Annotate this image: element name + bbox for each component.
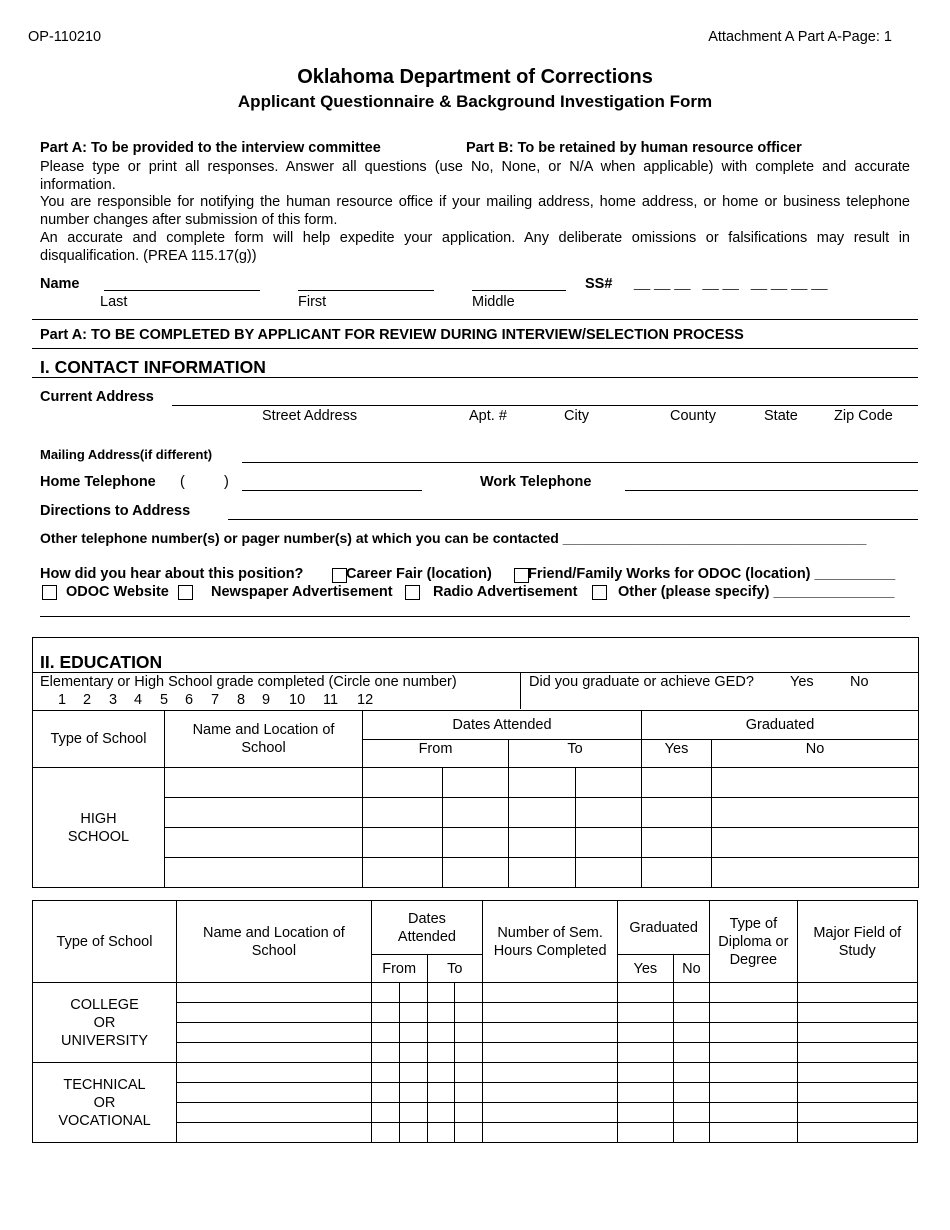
divider: [32, 672, 919, 673]
col-cell[interactable]: [455, 1063, 483, 1083]
part-a-note: Part A: To be provided to the interview committee: [40, 140, 381, 156]
col-cell[interactable]: [177, 983, 372, 1003]
col-cell[interactable]: [618, 1103, 673, 1123]
grade-8[interactable]: 8: [237, 692, 246, 708]
technical-row-label: TECHNICAL OR VOCATIONAL: [33, 1063, 177, 1143]
hs-name-header: Name and Location of School: [165, 711, 363, 768]
col-cell[interactable]: [483, 1023, 618, 1043]
other-telephone-label: Other telephone number(s) or pager number(s) at which you can be contacted _______________________________________: [40, 530, 867, 546]
other-source-label: Other (please specify) _______________: [618, 584, 895, 600]
ged-no-option[interactable]: No: [850, 674, 869, 690]
hs-from-header: From: [363, 740, 509, 768]
col-cell[interactable]: [177, 1083, 372, 1103]
home-telephone-label: Home Telephone: [40, 474, 156, 490]
mailing-address-field[interactable]: [242, 462, 918, 463]
hs-cell[interactable]: [712, 768, 919, 798]
col-cell[interactable]: [455, 1083, 483, 1103]
ged-yes-option[interactable]: Yes: [790, 674, 814, 690]
col-name-header: Name and Location of School: [177, 901, 372, 983]
col-no-header: No: [673, 955, 710, 983]
col-cell[interactable]: [673, 1063, 710, 1083]
col-from-header: From: [371, 955, 427, 983]
col-cell[interactable]: [483, 1083, 618, 1103]
col-cell[interactable]: [371, 1023, 399, 1043]
attachment-label: Attachment A Part A-Page: 1: [708, 29, 892, 45]
mailing-address-label: Mailing Address(if different): [40, 447, 213, 462]
col-cell[interactable]: [427, 1123, 455, 1143]
col-cell[interactable]: [710, 983, 797, 1003]
hs-cell[interactable]: [363, 798, 443, 828]
grade-9[interactable]: 9: [262, 692, 271, 708]
col-cell[interactable]: [710, 1043, 797, 1063]
part-a-banner: Part A: TO BE COMPLETED BY APPLICANT FOR REVIEW DURING INTERVIEW/SELECTION PROCESS: [40, 327, 744, 343]
newspaper-checkbox[interactable]: [178, 585, 193, 600]
col-cell[interactable]: [797, 983, 918, 1003]
grade-4[interactable]: 4: [134, 692, 143, 708]
last-name-field[interactable]: [104, 290, 260, 291]
col-cell[interactable]: [399, 1043, 427, 1063]
hs-cell[interactable]: [443, 828, 509, 858]
divider: [32, 348, 918, 349]
col-type-header: Type of School: [33, 901, 177, 983]
col-cell[interactable]: [177, 1043, 372, 1063]
grade-10[interactable]: 10: [289, 692, 306, 708]
county-caption: County: [670, 408, 716, 424]
middle-name-field[interactable]: [472, 290, 566, 291]
hs-cell[interactable]: [509, 768, 576, 798]
hs-cell[interactable]: [642, 858, 712, 888]
col-cell[interactable]: [483, 983, 618, 1003]
hs-cell[interactable]: [712, 798, 919, 828]
hs-cell[interactable]: [363, 768, 443, 798]
col-cell[interactable]: [797, 1083, 918, 1103]
col-cell[interactable]: [399, 1003, 427, 1023]
hs-cell[interactable]: [443, 798, 509, 828]
hs-graduated-header: Graduated: [642, 711, 919, 740]
odoc-website-label: ODOC Website: [66, 584, 169, 600]
hs-cell[interactable]: [443, 768, 509, 798]
col-cell[interactable]: [371, 1123, 399, 1143]
grade-1[interactable]: 1: [58, 692, 67, 708]
page-subtitle: Applicant Questionnaire & Background Investigation Form: [237, 92, 713, 111]
hs-cell[interactable]: [576, 828, 642, 858]
current-address-label: Current Address: [40, 389, 154, 405]
other-source-checkbox[interactable]: [592, 585, 607, 600]
col-cell[interactable]: [455, 983, 483, 1003]
col-cell[interactable]: [371, 1043, 399, 1063]
zip-caption: Zip Code: [834, 408, 893, 424]
hs-cell[interactable]: [712, 828, 919, 858]
hs-cell[interactable]: [165, 828, 363, 858]
col-cell[interactable]: [371, 983, 399, 1003]
hs-cell[interactable]: [165, 798, 363, 828]
hs-cell[interactable]: [165, 768, 363, 798]
col-cell[interactable]: [427, 1063, 455, 1083]
hear-extra-line[interactable]: [40, 616, 910, 617]
middle-caption: Middle: [472, 294, 515, 310]
col-cell[interactable]: [455, 1123, 483, 1143]
col-cell[interactable]: [618, 1123, 673, 1143]
col-cell[interactable]: [797, 1123, 918, 1143]
col-cell[interactable]: [177, 1003, 372, 1023]
hs-cell[interactable]: [712, 858, 919, 888]
career-fair-label: Career Fair (location): [346, 566, 492, 582]
radio-label: Radio Advertisement: [433, 584, 578, 600]
ss-field[interactable]: __ __ __ __ __ __ __ __ __: [634, 275, 828, 291]
work-telephone-field[interactable]: [625, 490, 918, 491]
grade-12[interactable]: 12: [357, 692, 374, 708]
hs-cell[interactable]: [642, 828, 712, 858]
directions-label: Directions to Address: [40, 503, 191, 519]
col-cell[interactable]: [673, 1043, 710, 1063]
hs-dates-header: Dates Attended: [363, 711, 642, 740]
grade-5[interactable]: 5: [160, 692, 169, 708]
col-cell[interactable]: [483, 1043, 618, 1063]
directions-field[interactable]: [228, 519, 918, 520]
hs-cell[interactable]: [642, 768, 712, 798]
hs-no-header: No: [712, 740, 919, 768]
hs-cell[interactable]: [576, 858, 642, 888]
grade-3[interactable]: 3: [109, 692, 118, 708]
page-title: Oklahoma Department of Corrections: [297, 66, 653, 88]
col-cell[interactable]: [455, 1103, 483, 1123]
grade-7[interactable]: 7: [211, 692, 220, 708]
instructions-paragraph-2: You are responsible for notifying the human resource office if your mailing address, home address, or home or business telephone number changes after submission of this form.: [40, 194, 910, 228]
col-cell[interactable]: [710, 1003, 797, 1023]
col-dates-header: Dates Attended: [371, 901, 482, 955]
hs-row-label: HIGH SCHOOL: [33, 768, 165, 888]
col-cell[interactable]: [371, 1063, 399, 1083]
education-heading: II. EDUCATION: [40, 652, 163, 672]
instructions-paragraph-3: An accurate and complete form will help expedite your application. Any deliberate omissions or falsifications may result in disqualification. (PREA 115.17(g)): [40, 230, 910, 264]
col-cell[interactable]: [177, 1123, 372, 1143]
col-cell[interactable]: [618, 1043, 673, 1063]
col-cell[interactable]: [673, 1103, 710, 1123]
col-cell[interactable]: [797, 1063, 918, 1083]
col-cell[interactable]: [673, 983, 710, 1003]
col-cell[interactable]: [618, 1063, 673, 1083]
contact-heading: I. CONTACT INFORMATION: [40, 357, 266, 377]
hs-cell[interactable]: [509, 798, 576, 828]
col-cell[interactable]: [371, 1103, 399, 1123]
col-cell[interactable]: [673, 1083, 710, 1103]
col-cell[interactable]: [371, 1083, 399, 1103]
hear-question: How did you hear about this position?: [40, 566, 304, 582]
col-cell[interactable]: [673, 1123, 710, 1143]
col-cell[interactable]: [483, 1103, 618, 1123]
col-cell[interactable]: [618, 1023, 673, 1043]
hs-cell[interactable]: [576, 798, 642, 828]
newspaper-label: Newspaper Advertisement: [211, 584, 393, 600]
street-caption: Street Address: [262, 408, 358, 424]
divider: [32, 319, 918, 320]
radio-checkbox[interactable]: [405, 585, 420, 600]
hs-cell[interactable]: [509, 858, 576, 888]
col-cell[interactable]: [427, 1103, 455, 1123]
hs-cell[interactable]: [642, 798, 712, 828]
current-address-field[interactable]: [172, 405, 918, 406]
divider: [32, 377, 918, 378]
col-cell[interactable]: [483, 1003, 618, 1023]
col-cell[interactable]: [399, 1103, 427, 1123]
college-table: [32, 900, 918, 1143]
work-telephone-label: Work Telephone: [480, 474, 592, 490]
area-code-close: ): [224, 474, 229, 490]
col-diploma-header: Type of Diploma or Degree: [710, 901, 797, 983]
col-cell[interactable]: [483, 1063, 618, 1083]
first-name-field[interactable]: [298, 290, 434, 291]
form-code: OP-110210: [28, 29, 102, 45]
col-cell[interactable]: [618, 1003, 673, 1023]
hs-cell[interactable]: [165, 858, 363, 888]
divider: [520, 672, 521, 709]
col-cell[interactable]: [455, 1023, 483, 1043]
col-cell[interactable]: [399, 1023, 427, 1043]
ss-label: SS#: [585, 276, 613, 292]
grade-6[interactable]: 6: [185, 692, 194, 708]
area-code-open: (: [180, 474, 185, 490]
grade-question: Elementary or High School grade completed (Circle one number): [40, 674, 457, 690]
hs-type-header: Type of School: [33, 711, 165, 768]
col-cell[interactable]: [673, 1003, 710, 1023]
col-cell[interactable]: [371, 1003, 399, 1023]
col-cell[interactable]: [399, 1063, 427, 1083]
state-caption: State: [764, 408, 798, 424]
college-row-label: COLLEGE OR UNIVERSITY: [33, 983, 177, 1063]
col-to-header: To: [427, 955, 483, 983]
last-caption: Last: [100, 294, 128, 310]
col-major-header: Major Field of Study: [797, 901, 918, 983]
high-school-table: [32, 710, 919, 888]
ged-question: Did you graduate or achieve GED?: [529, 674, 754, 690]
hs-cell[interactable]: [509, 828, 576, 858]
col-cell[interactable]: [483, 1123, 618, 1143]
hs-to-header: To: [509, 740, 642, 768]
col-cell[interactable]: [399, 1083, 427, 1103]
hs-cell[interactable]: [363, 858, 443, 888]
col-cell[interactable]: [710, 1063, 797, 1083]
col-cell[interactable]: [797, 1103, 918, 1123]
hs-cell[interactable]: [443, 858, 509, 888]
part-b-note: Part B: To be retained by human resource officer: [466, 140, 802, 156]
col-cell[interactable]: [673, 1023, 710, 1043]
friend-family-checkbox[interactable]: [514, 568, 529, 583]
friend-family-label: Friend/Family Works for ODOC (location) __________: [528, 566, 896, 582]
col-cell[interactable]: [427, 1083, 455, 1103]
hs-cell[interactable]: [363, 828, 443, 858]
apt-caption: Apt. #: [469, 408, 507, 424]
col-cell[interactable]: [399, 1123, 427, 1143]
col-cell[interactable]: [618, 1083, 673, 1103]
col-cell[interactable]: [618, 983, 673, 1003]
col-hours-header: Number of Sem. Hours Completed: [483, 901, 618, 983]
col-cell[interactable]: [177, 1023, 372, 1043]
home-telephone-field[interactable]: [242, 490, 422, 491]
instructions-paragraph-1: Please type or print all responses. Answer all questions (use No, None, or N/A when applicable) with complete and accurate information.: [40, 159, 910, 193]
col-cell[interactable]: [797, 1023, 918, 1043]
col-yes-header: Yes: [618, 955, 673, 983]
hs-cell[interactable]: [576, 768, 642, 798]
hs-yes-header: Yes: [642, 740, 712, 768]
col-cell[interactable]: [710, 1083, 797, 1103]
col-cell[interactable]: [797, 1003, 918, 1023]
col-cell[interactable]: [427, 1003, 455, 1023]
career-fair-checkbox[interactable]: [332, 568, 347, 583]
col-cell[interactable]: [177, 1103, 372, 1123]
col-cell[interactable]: [710, 1103, 797, 1123]
city-caption: City: [564, 408, 589, 424]
col-cell[interactable]: [797, 1043, 918, 1063]
col-cell[interactable]: [427, 1023, 455, 1043]
col-cell[interactable]: [710, 1023, 797, 1043]
name-label: Name: [40, 276, 80, 292]
col-cell[interactable]: [399, 983, 427, 1003]
first-caption: First: [298, 294, 327, 310]
col-cell[interactable]: [710, 1123, 797, 1143]
col-cell[interactable]: [427, 1043, 455, 1063]
col-graduated-header: Graduated: [618, 901, 710, 955]
col-cell[interactable]: [455, 1003, 483, 1023]
col-cell[interactable]: [455, 1043, 483, 1063]
odoc-website-checkbox[interactable]: [42, 585, 57, 600]
grade-11[interactable]: 11: [323, 692, 339, 708]
col-cell[interactable]: [427, 983, 455, 1003]
col-cell[interactable]: [177, 1063, 372, 1083]
grade-2[interactable]: 2: [83, 692, 92, 708]
